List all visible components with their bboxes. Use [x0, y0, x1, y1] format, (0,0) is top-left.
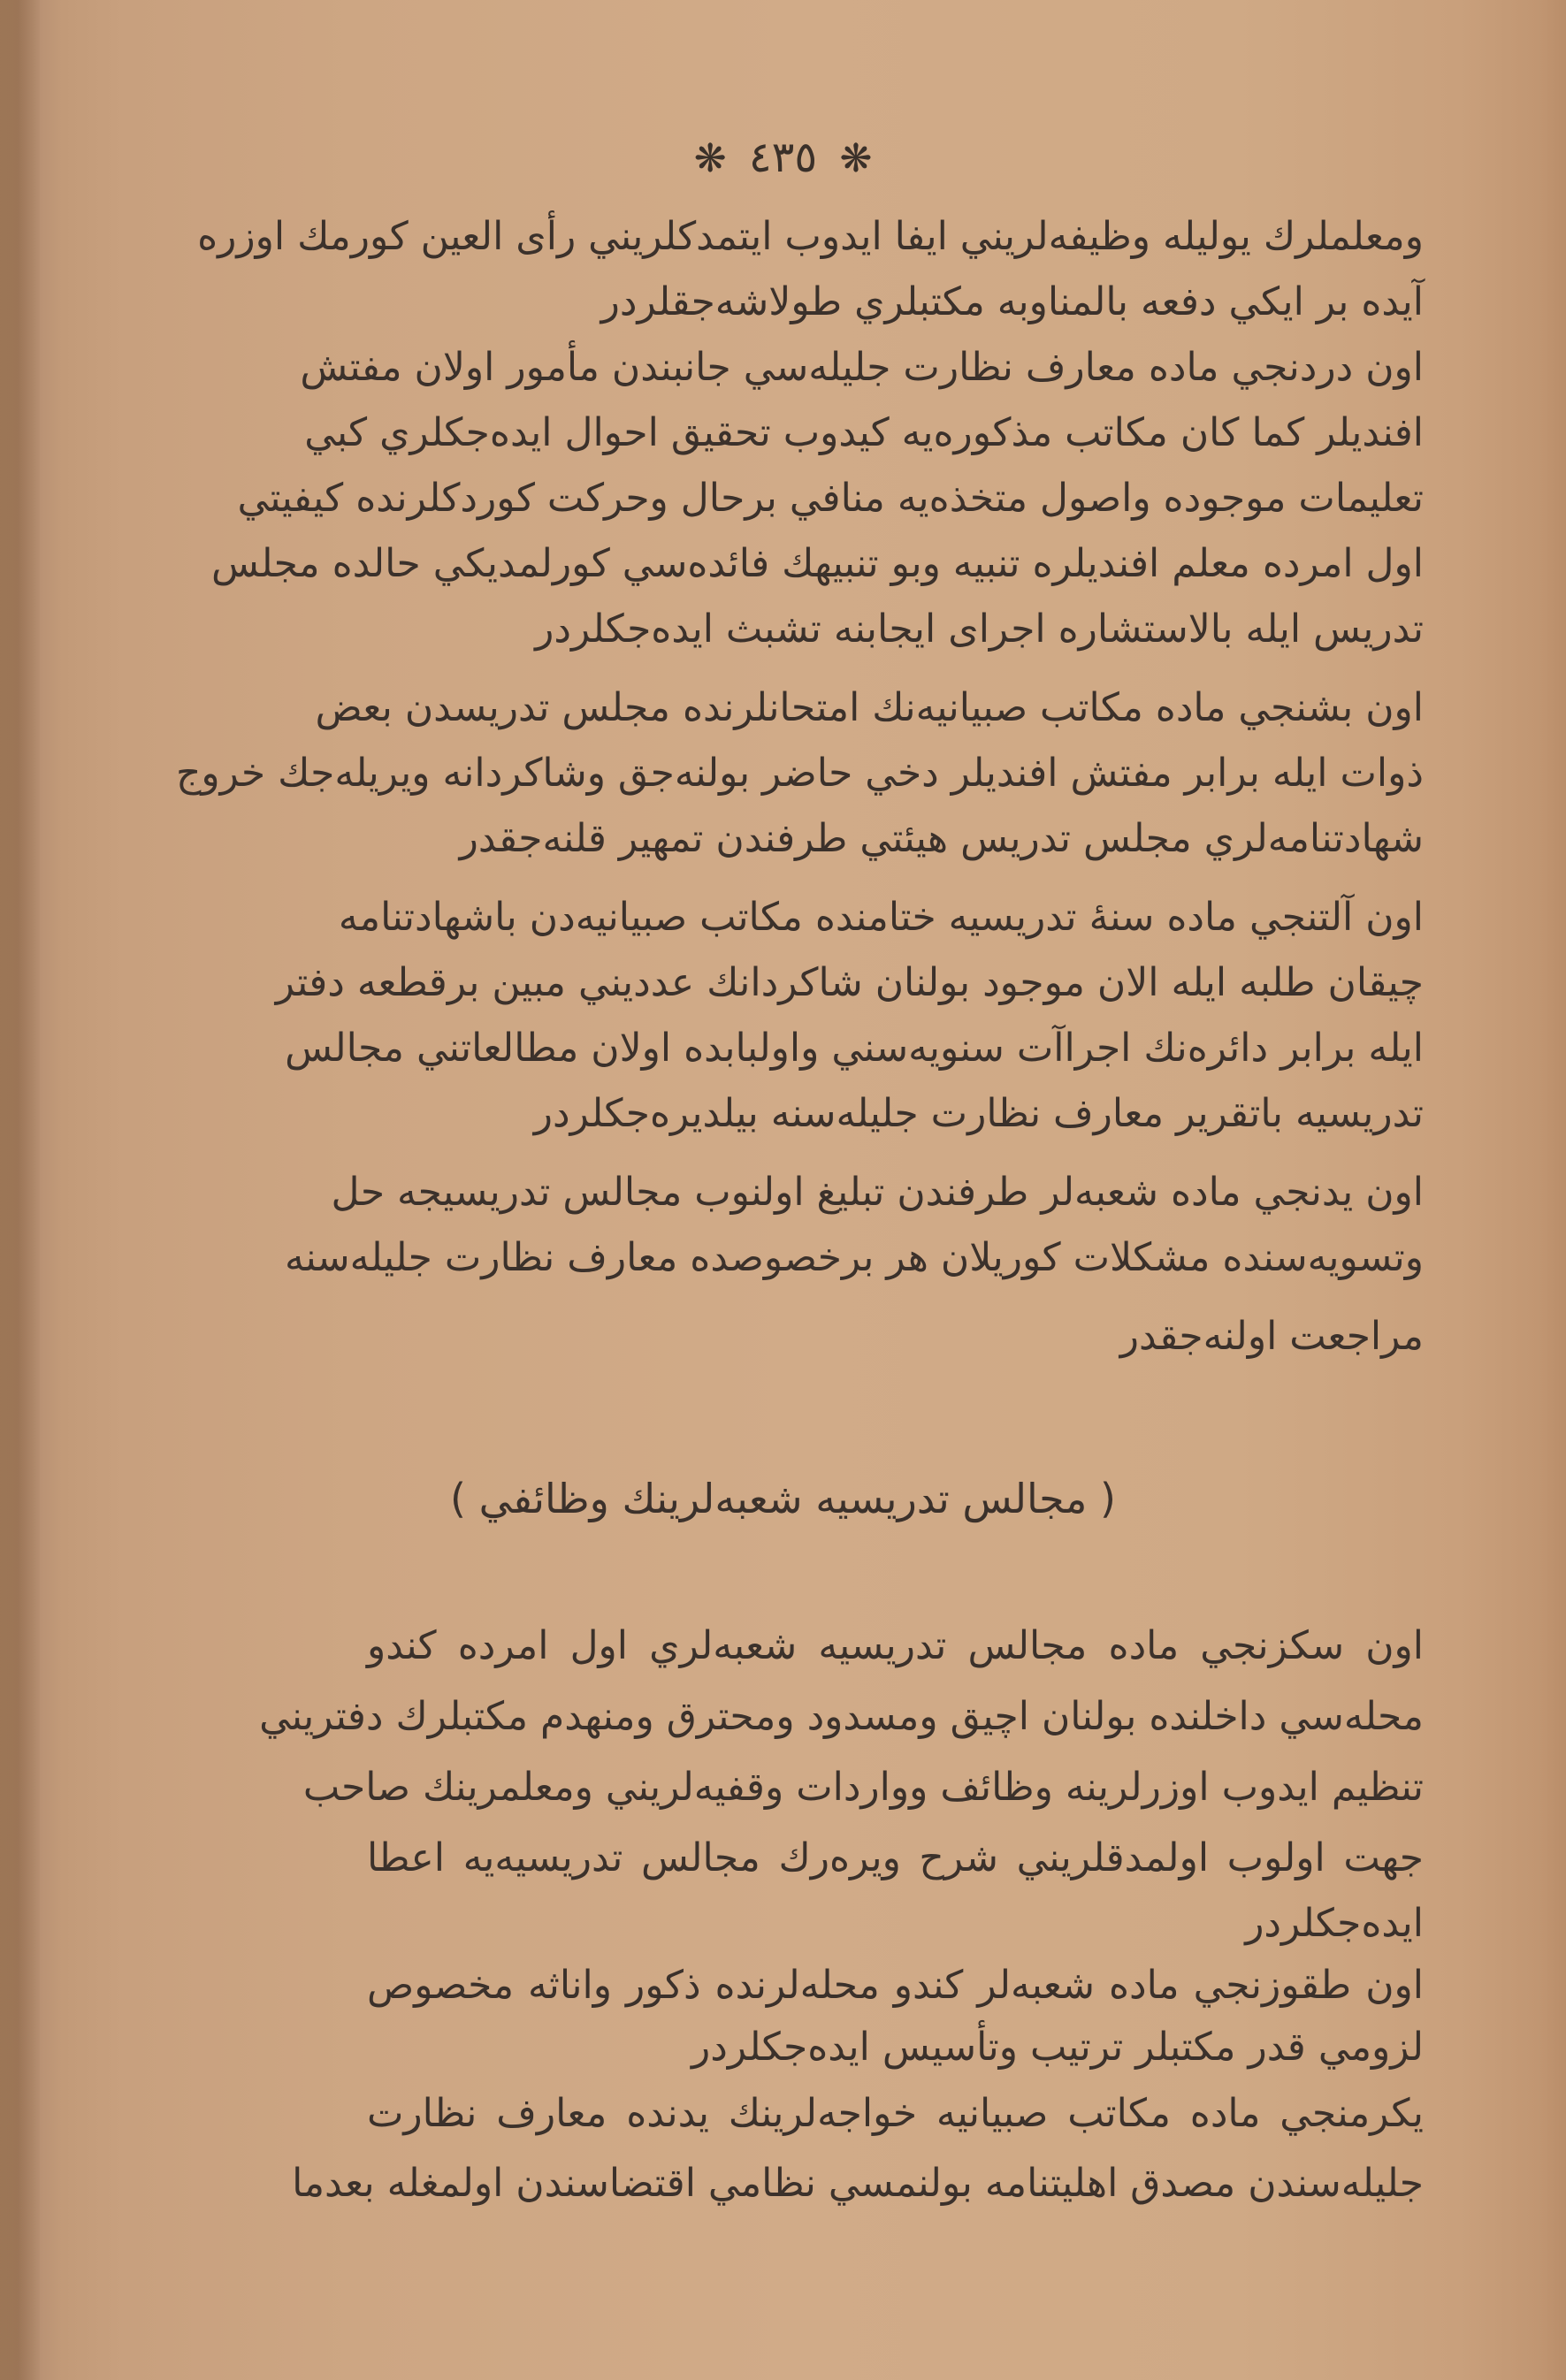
text-line: اول امرده معلم افنديلره تنبيه وبو تنبيهك فائده‌سي كورلمديكي حالده مجلس — [210, 541, 1424, 586]
article-16-line: اون آلتنجي ماده سنهٔ تدريسيه ختامنده مكاتب صبيانيه‌دن باشهادتنامه — [338, 895, 1424, 940]
text-line: ايده‌جكلردر — [1245, 1901, 1424, 1946]
text-line: افنديلر كما كان مكاتب مذكوره‌يه كيدوب تحقيق احوال ايده‌جكلري كبي — [304, 410, 1424, 455]
binding-edge — [0, 0, 40, 2380]
page-number: ٤٣٥ — [748, 133, 818, 182]
text-line: محله‌سي داخلنده بولنان اچيق ومسدود ومحترق ومنهدم مكتبلرك دفتريني — [259, 1694, 1424, 1739]
text-line: چيقان طلبه ايله الان موجود بولنان شاكردانك عدديني مبين برقطعه دفتر — [275, 960, 1424, 1005]
page-number-header — [0, 133, 1566, 182]
text-line: تعليمات موجوده واصول متخذه‌يه منافي برحال وحركت كوردكلرنده كيفيتي — [237, 476, 1424, 521]
ornament-icon: ❋ — [839, 136, 873, 181]
ornament-icon: ❋ — [693, 136, 727, 181]
text-line: مراجعت اولنه‌جقدر — [1119, 1314, 1424, 1359]
article-14-line: اون دردنجي ماده معارف نظارت جليله‌سي جانبندن مأمور اولان مفتش — [300, 345, 1424, 390]
article-18-line: اون سكزنجي ماده مجالس تدريسيه شعبه‌لري اول امرده كندو — [367, 1623, 1424, 1668]
text-line: آيده بر ايكي دفعه بالمناوبه مكتبلري طولاشه‌جقلردر — [600, 279, 1424, 324]
text-line: جليله‌سندن مصدق اهليتنامه بولنمسي نظامي اقتضاسندن اولمغله بعدما — [292, 2161, 1424, 2206]
text-line: ذوات ايله برابر مفتش افنديلر دخي حاضر بولنه‌جق وشاكردانه ويريله‌جك خروج — [175, 751, 1424, 796]
text-line: لزومي قدر مكتبلر ترتيب وتأسيس ايده‌جكلردر — [691, 2025, 1424, 2070]
text-line: شهادتنامه‌لري مجلس تدريس هيئتي طرفندن تمهير قلنه‌جقدر — [459, 816, 1424, 861]
text-line: تنظيم ايدوب اوزرلرينه وظائف وواردات وقفيه‌لريني ومعلمرينك صاحب — [302, 1765, 1424, 1810]
section-heading: ( مجالس تدريسيه شعبه‌لرينك وظائفي ) — [450, 1475, 1116, 1522]
text-line: تدريسيه باتقرير معارف نظارت جليله‌سنه بيلديره‌جكلردر — [533, 1091, 1424, 1136]
text-line: تدريس ايله بالاستشاره اجراى ايجابنه تشبث ايده‌جكلردر — [535, 606, 1424, 652]
article-17-line: اون يدنجي ماده شعبه‌لر طرفندن تبليغ اولنوب مجالس تدريسيجه حل — [331, 1170, 1424, 1215]
text-line: ايله برابر دائره‌نك اجراآت سنويه‌سني واولبابده اولان مطالعاتني مجالس — [285, 1026, 1424, 1071]
text-line: ومعلملرك يوليله وظيفه‌لريني ايفا ايدوب ايتمدكلريني رأى العين كورمك اوزره — [197, 214, 1424, 259]
article-19-line: اون طقوزنجي ماده شعبه‌لر كندو محله‌لرنده ذكور واناثه مخصوص — [367, 1963, 1424, 2008]
text-line: وتسويه‌سنده مشكلات كوريلان هر برخصوصده معارف نظارت جليله‌سنه — [284, 1235, 1424, 1280]
article-20-line: يكرمنجي ماده مكاتب صبيانيه خواجه‌لرينك يدنده معارف نظارت — [367, 2091, 1424, 2136]
article-15-line: اون بشنجي ماده مكاتب صبيانيه‌نك امتحانلرنده مجلس تدريسدن بعض — [315, 685, 1424, 730]
text-line: جهت اولوب اولمدقلريني شرح ويره‌رك مجالس تدريسيه‌يه اعطا — [367, 1835, 1424, 1880]
